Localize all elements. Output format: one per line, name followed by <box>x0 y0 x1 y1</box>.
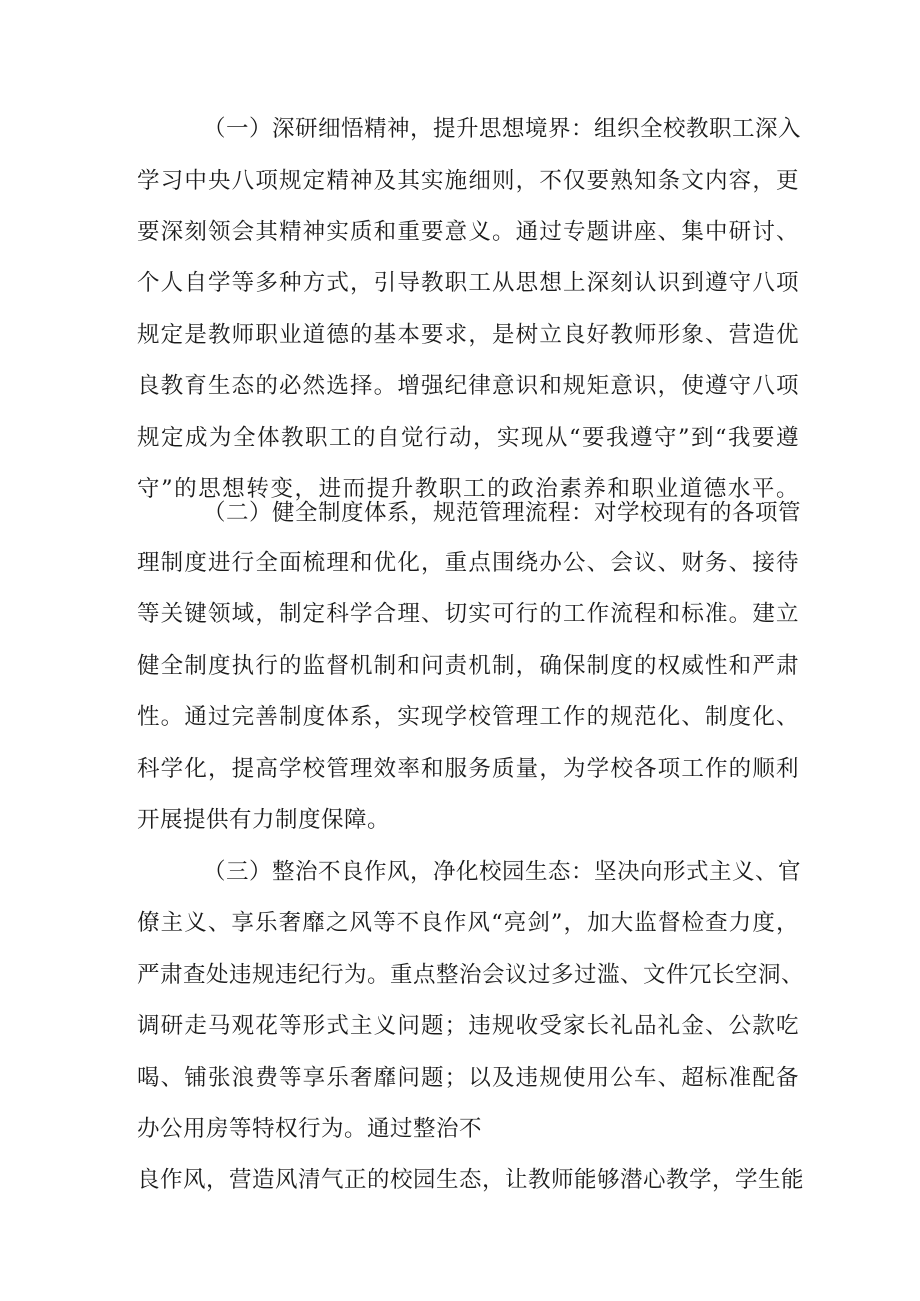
paragraph-2-line-5: 性。通过完善制度体系，实现学校管理工作的规范化、制度化、 <box>137 704 799 730</box>
paragraph-1-line-3: 要深刻领会其精神实质和重要意义。通过专题讲座、集中研讨、 <box>137 219 799 245</box>
paragraph-1-line-4: 个人自学等多种方式，引导教职工从思想上深刻认识到遵守八项 <box>137 270 799 296</box>
paragraph-2-line-7: 开展提供有力制度保障。 <box>137 807 391 833</box>
paragraph-1-line-5: 规定是教师职业道德的基本要求，是树立良好教师形象、营造优 <box>137 322 799 348</box>
paragraph-1-line-8: 守”的思想转变，进而提升教职工的政治素养和职业道德水平。 <box>137 476 799 502</box>
paragraph-3-line-1: （三）整治不良作风，净化校园生态：坚决向形式主义、官 <box>203 859 802 885</box>
paragraph-2-line-3: 等关键领域，制定科学合理、切实可行的工作流程和标准。建立 <box>137 601 799 627</box>
paragraph-3-line-5: 喝、铺张浪费等享乐奢靡问题；以及违规使用公车、超标准配备 <box>137 1065 799 1091</box>
paragraph-3-line-7: 良作风，营造风清气正的校园生态，让教师能够潜心教学，学生能 <box>137 1167 805 1193</box>
paragraph-1-line-2: 学习中央八项规定精神及其实施细则，不仅要熟知条文内容，更 <box>137 168 799 194</box>
paragraph-3-line-3: 严肃查处违规违纪行为。重点整治会议过多过滥、文件冗长空洞、 <box>137 962 805 988</box>
paragraph-3-line-4: 调研走马观花等形式主义问题；违规收受家长礼品礼金、公款吃 <box>137 1013 799 1039</box>
paragraph-2-line-6: 科学化，提高学校管理效率和服务质量，为学校各项工作的顺利 <box>137 756 799 782</box>
paragraph-2-line-4: 健全制度执行的监督机制和问责机制，确保制度的权威性和严肃 <box>137 653 799 679</box>
paragraph-2-line-2: 理制度进行全面梳理和优化，重点围绕办公、会议、财务、接待 <box>137 550 799 576</box>
paragraph-1-line-7: 规定成为全体教职工的自觉行动，实现从“要我遵守”到“我要遵 <box>137 425 799 451</box>
paragraph-1-line-1: （一）深研细悟精神，提升思想境界：组织全校教职工深入 <box>203 116 802 142</box>
paragraph-3-line-2: 僚主义、享乐奢靡之风等不良作风“亮剑”，加大监督检查力度， <box>137 910 799 936</box>
paragraph-1-line-6: 良教育生态的必然选择。增强纪律意识和规矩意识，使遵守八项 <box>137 373 799 399</box>
paragraph-3-line-6: 办公用房等特权行为。通过整治不 <box>137 1116 483 1142</box>
paragraph-2-line-1: （二）健全制度体系，规范管理流程：对学校现有的各项管 <box>203 500 802 526</box>
